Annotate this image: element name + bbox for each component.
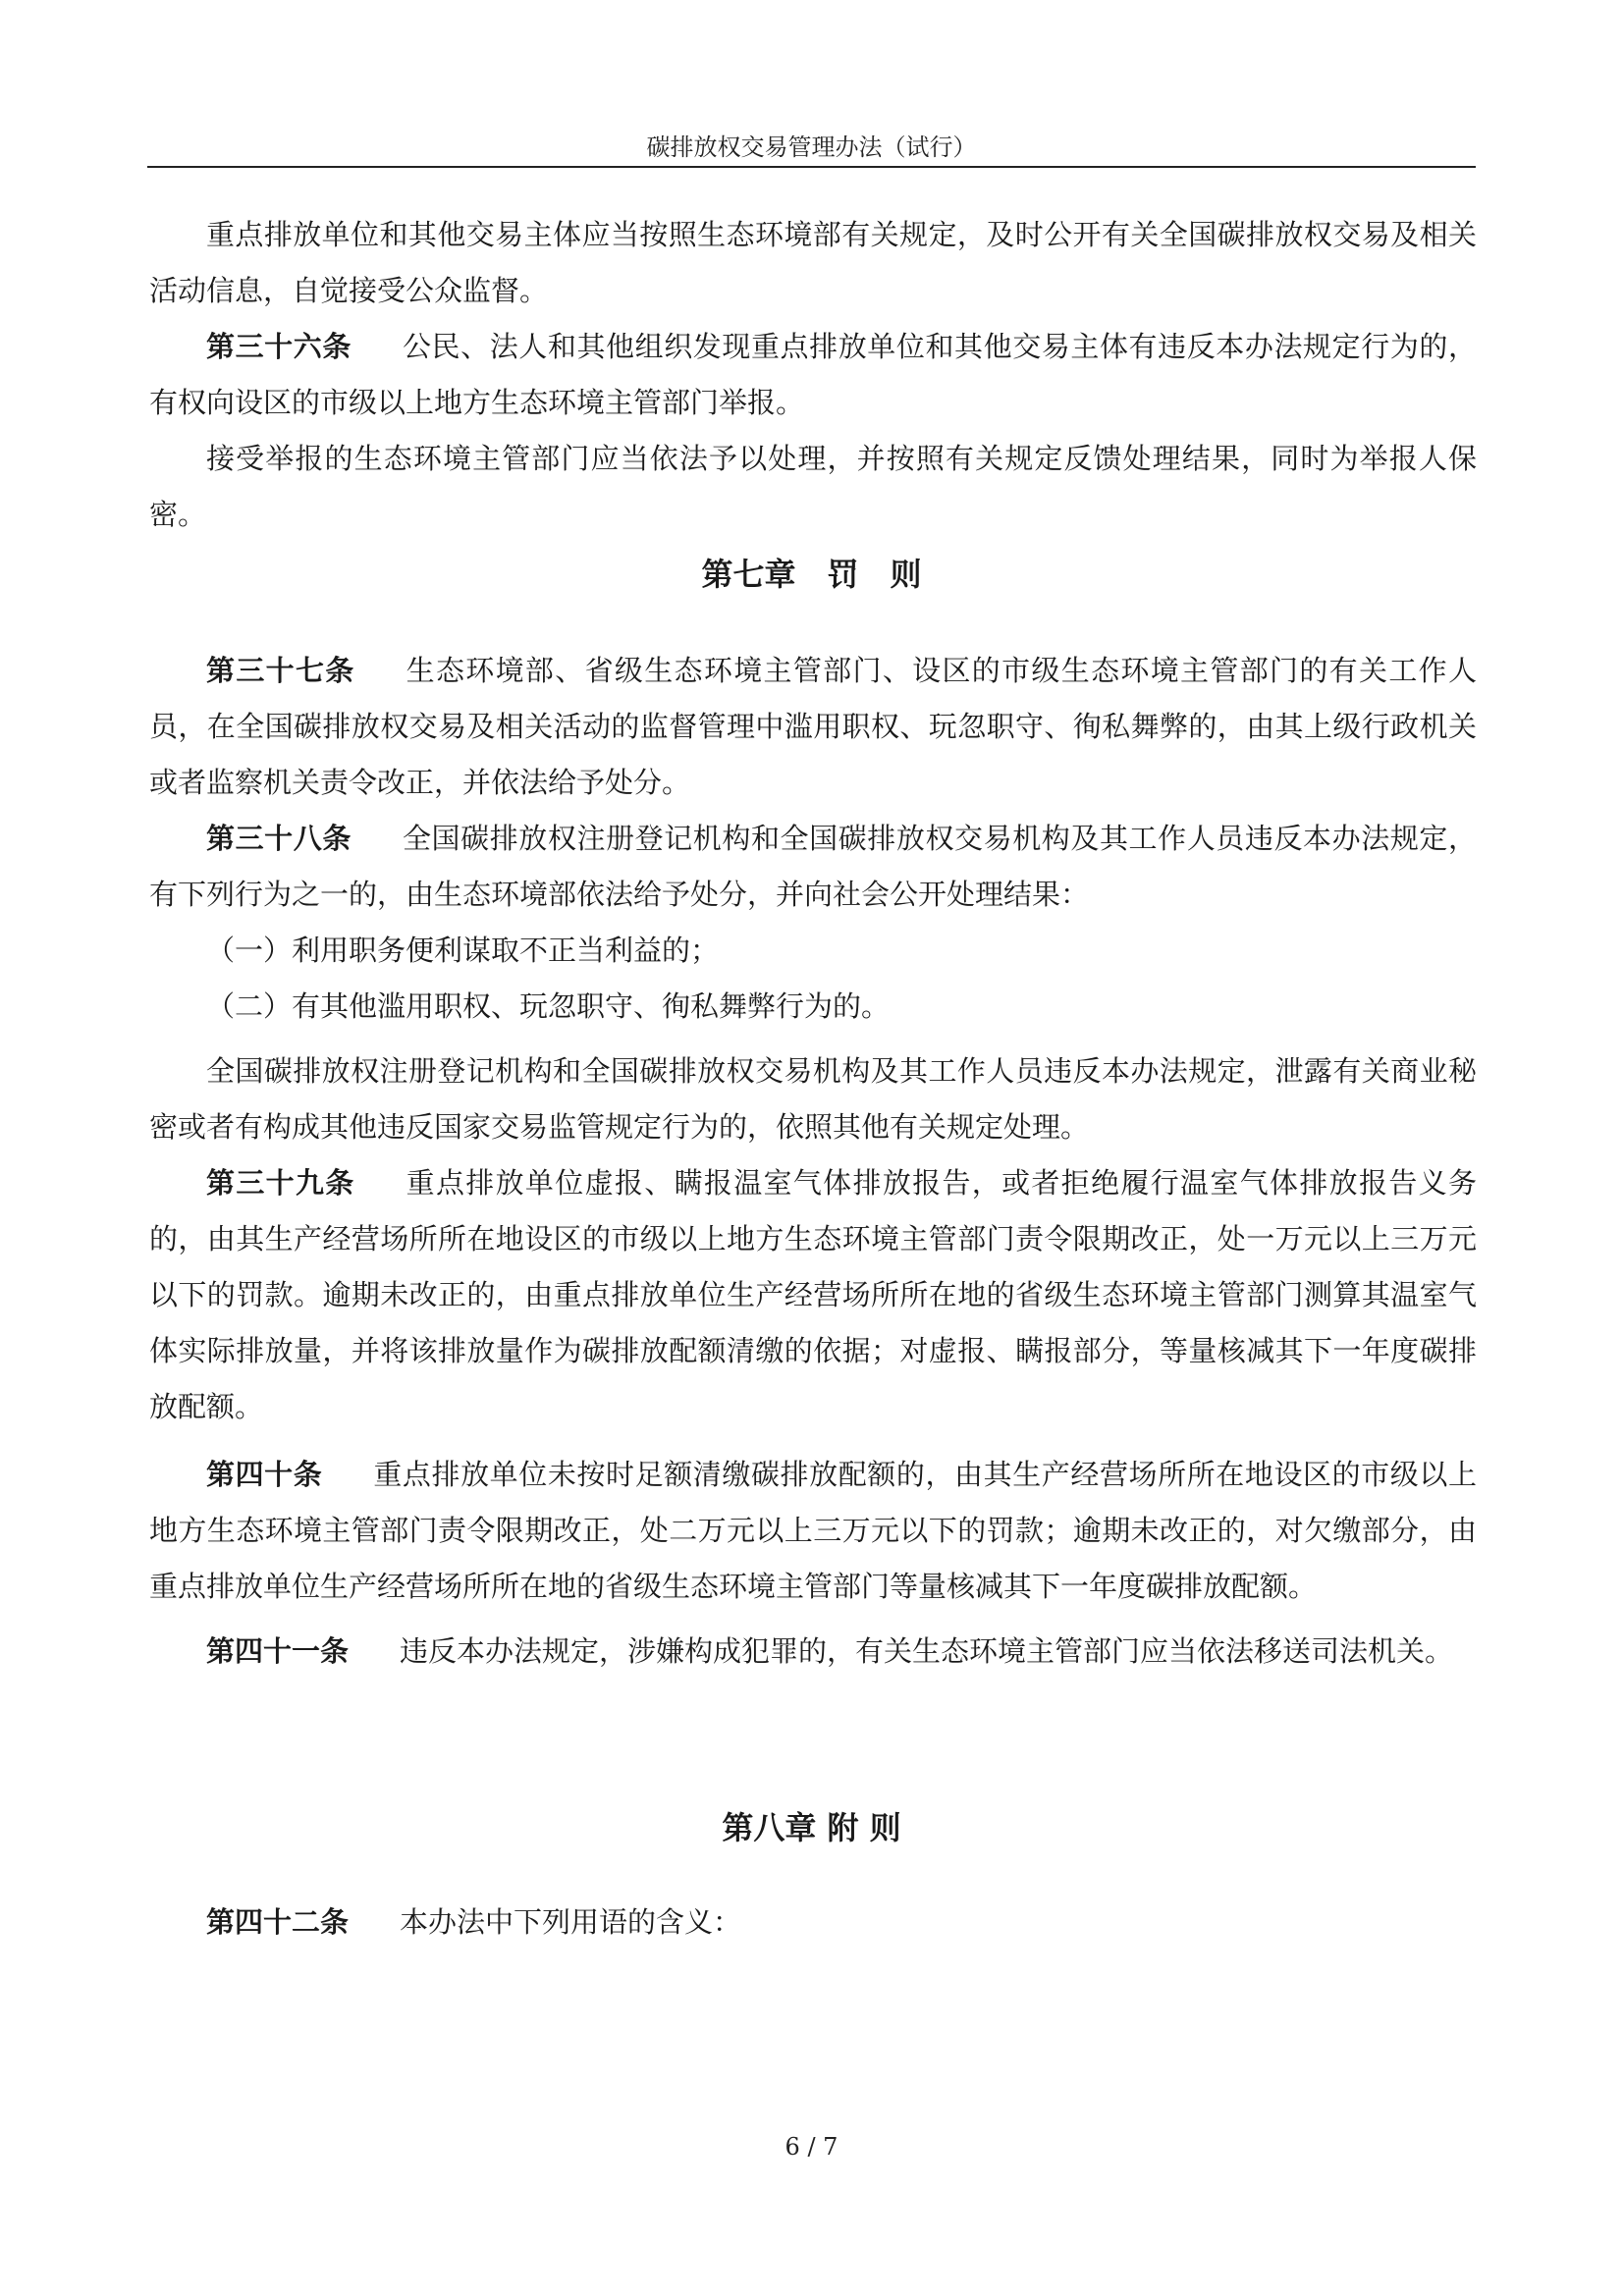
- paragraph-public-disclosure: 重点排放单位和其他交易主体应当按照生态环境部有关规定，及时公开有关全国碳排放权交易及相关活动信息，自觉接受公众监督。: [149, 218, 1477, 307]
- article-36: [149, 319, 1477, 431]
- article-40-text: 重点排放单位未按时足额清缴碳排放配额的，由其生产经营场所所在地设区的市级以上地方生态环境主管部门责令限期改正，处二万元以上三万元以下的罚款；逾期未改正的，对欠缴部分，由重点排放单位生产经营场所所在地的省级生态环境主管部门等量核减其下一年度碳排放配额。: [149, 1458, 1477, 1603]
- page-number: 6 / 7: [784, 2133, 839, 2161]
- article-38-label: 第三十八条: [206, 822, 352, 855]
- list-item-1: （一）利用职务便利谋取不正当利益的；: [206, 934, 720, 967]
- paragraph-confidentiality: 全国碳排放权注册登记机构和全国碳排放权交易机构及其工作人员违反本办法规定，泄露有关商业秘密或者有构成其他违反国家交易监管规定行为的，依照其他有关规定处理。: [149, 1054, 1477, 1144]
- header-rule: [147, 166, 1476, 168]
- article-40-label: 第四十条: [206, 1458, 323, 1491]
- running-header: 碳排放权交易管理办法（试行）: [646, 133, 977, 161]
- article-37: [149, 643, 1477, 811]
- article-36-text: 公民、法人和其他组织发现重点排放单位和其他交易主体有违反本办法规定行为的，有权向设区的市级以上地方生态环境主管部门举报。: [149, 330, 1477, 419]
- article-38: [149, 811, 1477, 923]
- article-42-label: 第四十二条: [206, 1905, 350, 1939]
- article-41: [149, 1624, 1477, 1680]
- list-item-2: （二）有其他滥用职权、玩忽职守、徇私舞弊行为的。: [206, 989, 891, 1023]
- article-42-text: 本办法中下列用语的含义：: [400, 1905, 742, 1939]
- article-36-label: 第三十六条: [206, 330, 352, 363]
- article-38-text: 全国碳排放权注册登记机构和全国碳排放权交易机构及其工作人员违反本办法规定，有下列行为之一的，由生态环境部依法给予处分，并向社会公开处理结果：: [149, 822, 1477, 911]
- article-40: [149, 1447, 1477, 1615]
- article-41-text: 违反本办法规定，涉嫌构成犯罪的，有关生态环境主管部门应当依法移送司法机关。: [400, 1634, 1454, 1668]
- chapter-8-heading: 第八章 附 则: [722, 1809, 901, 1846]
- article-41-label: 第四十一条: [206, 1634, 350, 1668]
- article-39-text: 重点排放单位虚报、瞒报温室气体排放报告，或者拒绝履行温室气体排放报告义务的，由其生产经营场所所在地设区的市级以上地方生态环境主管部门责令限期改正，处一万元以上三万元以下的罚款。逾期未改正的，由重点排放单位生产经营场所所在地的省级生态环境主管部门测算其温室气体实际排放量，并将该排放量作为碳排放配额清缴的依据；对虚报、瞒报部分，等量核减其下一年度碳排放配额。: [149, 1166, 1477, 1423]
- article-37-text: 生态环境部、省级生态环境主管部门、设区的市级生态环境主管部门的有关工作人员，在全国碳排放权交易及相关活动的监督管理中滥用职权、玩忽职守、徇私舞弊的，由其上级行政机关或者监察机关责令改正，并依法给予处分。: [149, 654, 1477, 799]
- paragraph-report-handling: 接受举报的生态环境主管部门应当依法予以处理，并按照有关规定反馈处理结果，同时为举报人保密。: [149, 442, 1477, 531]
- article-42: [149, 1895, 1477, 1950]
- article-39-label: 第三十九条: [206, 1166, 355, 1200]
- article-39: [149, 1155, 1477, 1435]
- article-37-label: 第三十七条: [206, 654, 355, 687]
- chapter-7-heading: 第七章 罚 则: [701, 556, 922, 593]
